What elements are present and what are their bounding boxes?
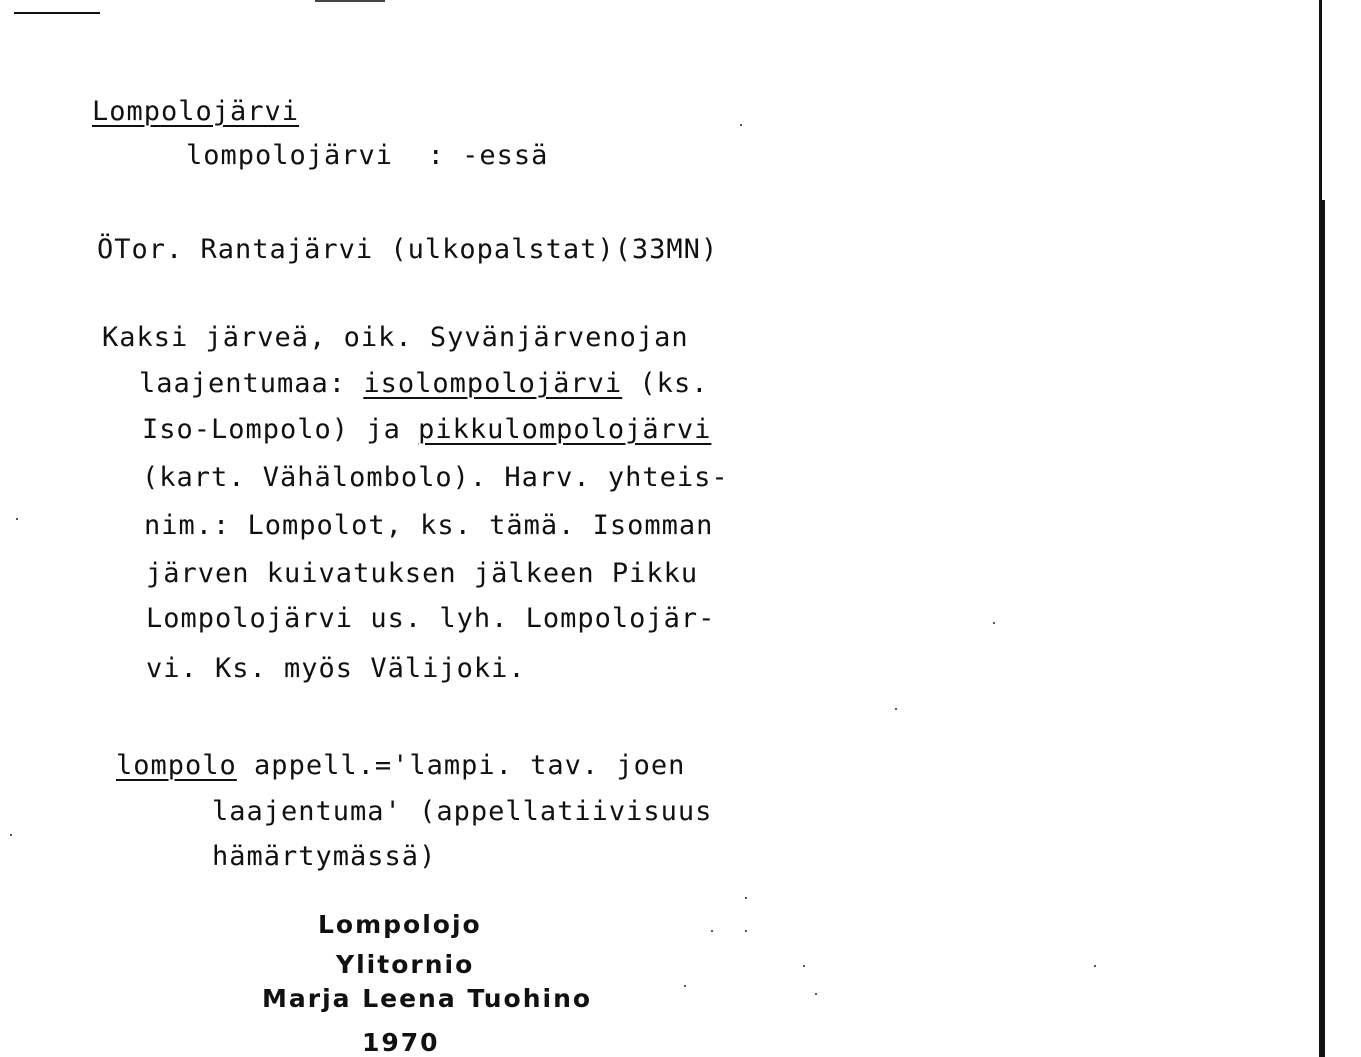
- description-line: vi. Ks. myös Välijoki.: [146, 653, 526, 684]
- scan-speck: [684, 985, 686, 987]
- description-line: järven kuivatuksen jälkeen Pikku: [146, 558, 699, 589]
- stamp-line: Lompolojo: [318, 910, 482, 939]
- description-line: (kart. Vähälombolo). Harv. yhteis-: [142, 462, 729, 493]
- description-line: [142, 416, 711, 443]
- scan-speck: [740, 124, 742, 126]
- description-line: Lompolojärvi us. lyh. Lompolojär-: [146, 603, 716, 634]
- scan-speck: [815, 993, 817, 995]
- cross-reference-link: pikkulompolojärvi: [418, 414, 712, 445]
- description-text: (ks.: [622, 368, 709, 399]
- appellative-line: laajentuma' (appellatiivisuus: [212, 796, 713, 827]
- stamp-line: 1970: [362, 1028, 440, 1057]
- appellative-line: hämärtymässä): [212, 841, 437, 872]
- right-border-thick: [1322, 200, 1325, 1057]
- stamp-line: Ylitornio: [336, 950, 475, 979]
- cross-reference-link: isolompolojärvi: [363, 368, 623, 399]
- scan-speck: [803, 965, 805, 967]
- description-text: laajentumaa:: [139, 368, 364, 399]
- description-line: [139, 370, 708, 397]
- appellative-text: appell.='lampi. tav. joen: [236, 750, 686, 781]
- appellative-line: [116, 752, 685, 779]
- scan-speck: [895, 708, 897, 710]
- description-line: nim.: Lompolot, ks. tämä. Isomman: [144, 510, 714, 541]
- entry-heading: Lompolojärvi: [92, 96, 300, 127]
- appellative-term: lompolo: [116, 750, 237, 781]
- description-line: Kaksi järveä, oik. Syvänjärvenojan: [102, 322, 689, 353]
- top-left-rule: [14, 12, 100, 14]
- scan-speck: [745, 897, 747, 899]
- stamp-line: Marja Leena Tuohino: [262, 984, 593, 1013]
- inflection-line: lompolojärvi : -essä: [186, 140, 549, 171]
- scan-speck: [10, 834, 12, 836]
- scan-speck: [745, 930, 747, 932]
- location-line: ÖTor. Rantajärvi (ulkopalstat)(33MN): [97, 234, 719, 265]
- scan-speck: [16, 518, 18, 520]
- description-text: Iso-Lompolo) ja: [142, 414, 419, 445]
- scan-speck: [1094, 965, 1096, 967]
- scan-speck: [993, 622, 995, 624]
- top-center-mark: [315, 0, 385, 2]
- scan-speck: [711, 930, 713, 932]
